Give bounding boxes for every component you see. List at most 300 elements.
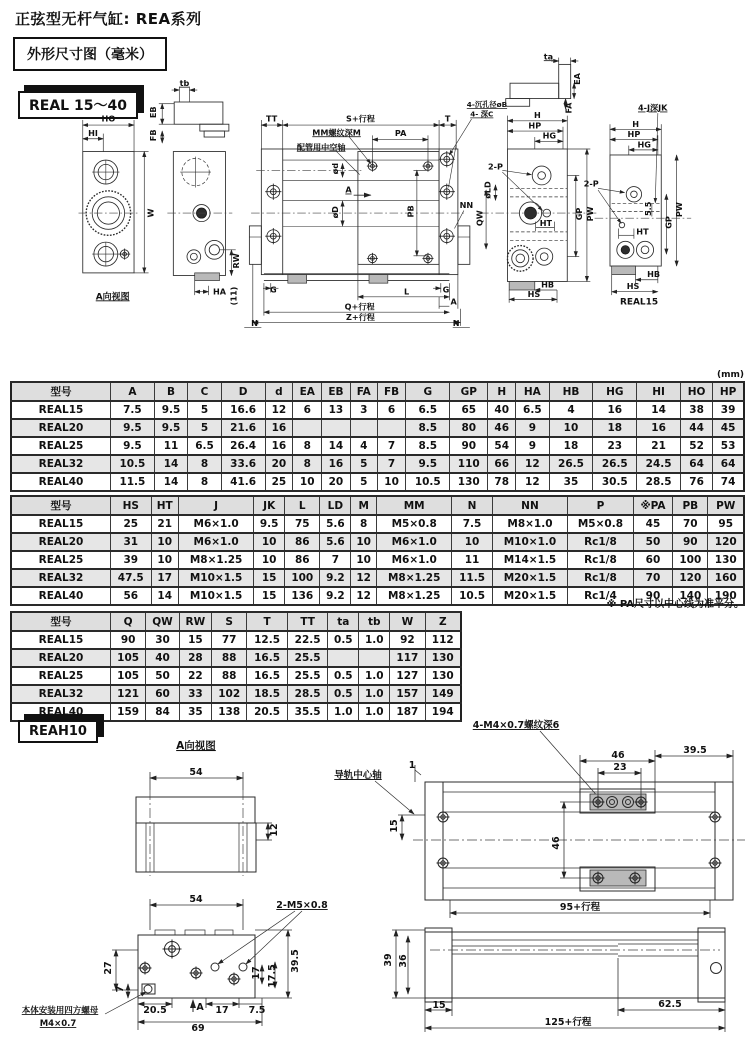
- dim-label-old: øLD: [482, 181, 493, 199]
- dim-label-23: 23: [613, 762, 627, 773]
- value-cell: 0.5: [328, 685, 359, 703]
- column-header: P: [568, 496, 634, 515]
- dim-label-ht-1: HT: [539, 217, 553, 228]
- model-cell: REAL15: [11, 401, 111, 419]
- dim-label-rw: RW: [231, 253, 242, 269]
- value-cell: 21.6: [221, 419, 265, 437]
- value-cell: 25: [111, 515, 152, 533]
- model-cell: REAL20: [11, 533, 111, 551]
- dim-label-w: W: [145, 208, 156, 218]
- value-cell: Rc1/8: [568, 569, 634, 587]
- table-row: [11, 455, 744, 473]
- value-cell: 7: [320, 551, 351, 569]
- value-cell: 75: [285, 515, 320, 533]
- value-cell: 22.5: [287, 631, 328, 649]
- value-cell: 50: [146, 667, 179, 685]
- value-cell: M20×1.5: [492, 587, 567, 605]
- value-cell: 130: [708, 551, 744, 569]
- value-cell: 9: [516, 437, 549, 455]
- value-cell: 38: [681, 401, 713, 419]
- dim-label-17-bottom: 17: [215, 1005, 229, 1016]
- value-cell: 14: [637, 401, 681, 419]
- front-view-caption: A向视图: [95, 292, 130, 303]
- value-cell: 28: [179, 649, 211, 667]
- column-header: HB: [549, 382, 593, 401]
- value-cell: 64: [681, 455, 713, 473]
- value-cell: M6×1.0: [178, 533, 253, 551]
- dim-label-h: H: [533, 110, 541, 121]
- dim-label-hi: HI: [88, 128, 98, 139]
- column-header: M: [351, 496, 377, 515]
- value-cell: 50: [633, 533, 672, 551]
- dim-label-n-right: N: [452, 317, 460, 328]
- value-cell: 11: [452, 551, 493, 569]
- dimension-table-2: [10, 495, 745, 606]
- reah-view-caption: A向视图: [176, 740, 216, 752]
- dim-label-hp: HP: [528, 120, 542, 131]
- dim-label-pa: PA: [394, 128, 407, 139]
- table-row: [11, 401, 744, 419]
- value-cell: 9.5: [254, 515, 285, 533]
- value-cell: 10: [293, 473, 322, 491]
- value-cell: 7: [377, 437, 406, 455]
- reah-bottom-view: [22, 894, 328, 1034]
- value-cell: 45: [633, 515, 672, 533]
- value-cell: 30.5: [593, 473, 637, 491]
- value-cell: 12: [516, 455, 549, 473]
- value-cell: 10.5: [452, 587, 493, 605]
- pa-footnote: ※ PA尺寸以中心线为准平分。: [606, 599, 744, 610]
- value-cell: 16: [637, 419, 681, 437]
- value-cell: 39: [111, 551, 152, 569]
- column-header: FA: [350, 382, 377, 401]
- value-cell: 15: [179, 631, 211, 649]
- column-header: EA: [293, 382, 322, 401]
- value-cell: 18.5: [247, 685, 288, 703]
- dim-label-20-5: 20.5: [143, 1005, 167, 1016]
- column-header: S: [212, 612, 247, 631]
- dim-label-hs-1: HS: [527, 288, 541, 299]
- value-cell: 30: [146, 631, 179, 649]
- table-row: [11, 667, 461, 685]
- dim-label-54-front: 54: [189, 767, 203, 778]
- column-header: T: [247, 612, 288, 631]
- value-cell: 5: [350, 473, 377, 491]
- dim-label-12: 12: [269, 823, 280, 837]
- value-cell: 13: [322, 401, 351, 419]
- value-cell: 14: [154, 455, 187, 473]
- value-cell: 18: [549, 437, 593, 455]
- value-cell: 120: [673, 569, 708, 587]
- value-cell: 190: [708, 587, 744, 605]
- value-cell: 11.5: [111, 473, 155, 491]
- model-cell: REAL40: [11, 587, 111, 605]
- dimensions-section-box: 外形尺寸图（毫米）: [13, 37, 167, 71]
- value-cell: 5: [188, 419, 221, 437]
- column-header: NN: [492, 496, 567, 515]
- value-cell: 159: [111, 703, 146, 721]
- dim-label-z-stroke: Z+行程: [346, 311, 375, 322]
- dim-label-15-side: 15: [432, 1000, 446, 1011]
- dim-label-27: 27: [103, 961, 114, 975]
- value-cell: 112: [425, 631, 461, 649]
- table-row: [11, 631, 461, 649]
- dim-label-gp-1: GP: [573, 207, 584, 221]
- dim-label-tb: tb: [179, 77, 190, 88]
- value-cell: 7.5: [452, 515, 493, 533]
- port-count-label-2: 2-P: [583, 178, 599, 189]
- dimension-table-3: [10, 611, 462, 722]
- counterbore-note-1: 4-沉孔径øB: [466, 100, 508, 110]
- value-cell: 16.5: [247, 649, 288, 667]
- value-cell: 160: [708, 569, 744, 587]
- value-cell: Rc1/8: [568, 551, 634, 569]
- value-cell: 46: [488, 419, 516, 437]
- value-cell: 7: [377, 455, 406, 473]
- column-header: EB: [322, 382, 351, 401]
- column-header: FB: [377, 382, 406, 401]
- column-header: L: [285, 496, 320, 515]
- value-cell: 5.6: [320, 515, 351, 533]
- value-cell: M5×0.8: [568, 515, 634, 533]
- column-header: 型号: [11, 382, 111, 401]
- value-cell: 78: [488, 473, 516, 491]
- value-cell: 88: [212, 667, 247, 685]
- value-cell: 16: [322, 455, 351, 473]
- header-row: [11, 496, 744, 515]
- column-header: TT: [287, 612, 328, 631]
- column-header: D: [221, 382, 265, 401]
- value-cell: 86: [285, 533, 320, 551]
- dim-label-fb: FB: [148, 129, 159, 142]
- dim-label-54-bottom: 54: [189, 894, 203, 905]
- model-cell: REAL20: [11, 419, 111, 437]
- value-cell: 10: [351, 533, 377, 551]
- real-front-view: [78, 114, 155, 303]
- dim-label-l: L: [404, 286, 410, 297]
- mm-thread-note: MM螺纹深M: [312, 127, 361, 138]
- value-cell: 1.0: [359, 631, 390, 649]
- dim-label-q-stroke: Q+行程: [344, 301, 375, 312]
- dimension-table-1: [10, 381, 745, 492]
- dim-label-39-side: 39: [383, 953, 394, 967]
- value-cell: 100: [285, 569, 320, 587]
- dim-label-hb-2: HB: [647, 269, 661, 280]
- value-cell: 60: [633, 551, 672, 569]
- value-cell: 1.0: [359, 667, 390, 685]
- value-cell: 56: [111, 587, 152, 605]
- value-cell: 24.5: [637, 455, 681, 473]
- value-cell: M6×1.0: [377, 533, 452, 551]
- dim-label-n-left: N: [251, 317, 258, 328]
- table-row: [11, 551, 744, 569]
- column-header: N: [452, 496, 493, 515]
- dim-label-od-big: øD: [330, 206, 341, 219]
- dim-label-ha: HA: [212, 286, 227, 297]
- dim-label-95-stroke: 95+行程: [559, 902, 601, 913]
- value-cell: 6.5: [516, 401, 549, 419]
- value-cell: 4: [549, 401, 593, 419]
- m5-screw-note: 2-M5×0.8: [276, 900, 328, 911]
- value-cell: [377, 419, 406, 437]
- dim-label-17-5: 17.5: [267, 964, 278, 988]
- value-cell: 21: [637, 437, 681, 455]
- dim-label-ea: EA: [572, 73, 583, 85]
- value-cell: 54: [488, 437, 516, 455]
- page-title: 正弦型无杆气缸: REA系列: [15, 10, 202, 28]
- dim-label-fa: FA: [563, 102, 574, 114]
- column-header: tb: [359, 612, 390, 631]
- dim-label-ta: ta: [543, 51, 554, 62]
- value-cell: 40: [488, 401, 516, 419]
- model-cell: REAL40: [11, 703, 111, 721]
- value-cell: 10: [151, 533, 178, 551]
- real-end-view-1: [475, 51, 597, 303]
- dim-label-125-stroke: 125+行程: [544, 1017, 592, 1028]
- hollow-shaft-note: 配管用中空轴: [296, 141, 346, 152]
- dim-label-t: T: [444, 113, 451, 124]
- value-cell: 4: [350, 437, 377, 455]
- value-cell: 12.5: [247, 631, 288, 649]
- value-cell: 76: [681, 473, 713, 491]
- column-header: Q: [111, 612, 146, 631]
- port-count-label-1: 2-P: [488, 161, 503, 172]
- value-cell: 157: [390, 685, 425, 703]
- value-cell: 47.5: [111, 569, 152, 587]
- model-cell: REAL40: [11, 473, 111, 491]
- value-cell: [322, 419, 351, 437]
- model-cell: REAL15: [11, 515, 111, 533]
- value-cell: 28.5: [287, 685, 328, 703]
- value-cell: 9.2: [320, 569, 351, 587]
- dim-label-7-5: 7.5: [248, 1005, 266, 1016]
- value-cell: 16.5: [247, 667, 288, 685]
- value-cell: 90: [673, 533, 708, 551]
- value-cell: 120: [708, 533, 744, 551]
- dim-label-5-5: 5.5: [643, 201, 654, 216]
- value-cell: 20.5: [247, 703, 288, 721]
- column-header: GP: [450, 382, 488, 401]
- value-cell: 20: [265, 455, 293, 473]
- value-cell: 16: [593, 401, 637, 419]
- value-cell: 70: [633, 569, 672, 587]
- value-cell: 80: [450, 419, 488, 437]
- model-cell: REAL32: [11, 455, 111, 473]
- value-cell: 9.2: [320, 587, 351, 605]
- value-cell: 35.5: [287, 703, 328, 721]
- table-row: [11, 419, 744, 437]
- value-cell: 10.5: [406, 473, 450, 491]
- dim-label-11: (11): [228, 286, 239, 306]
- dim-label-15-plan: 15: [389, 819, 400, 833]
- column-header: G: [406, 382, 450, 401]
- table-row: [11, 649, 461, 667]
- value-cell: 25: [265, 473, 293, 491]
- value-cell: 9.5: [111, 419, 155, 437]
- value-cell: 90: [450, 437, 488, 455]
- value-cell: 10: [351, 551, 377, 569]
- column-header: J: [178, 496, 253, 515]
- value-cell: 28.5: [637, 473, 681, 491]
- value-cell: M5×0.8: [377, 515, 452, 533]
- value-cell: 10: [452, 533, 493, 551]
- dim-label-g-right: G: [442, 284, 450, 295]
- column-header: d: [265, 382, 293, 401]
- value-cell: 10: [377, 473, 406, 491]
- view-a-mark: A: [196, 1002, 204, 1013]
- column-header: HA: [516, 382, 549, 401]
- reah-side-view: [383, 928, 725, 1032]
- value-cell: 21: [151, 515, 178, 533]
- value-cell: 17: [151, 569, 178, 587]
- value-cell: M8×1.25: [377, 569, 452, 587]
- value-cell: 45: [713, 419, 744, 437]
- value-cell: 90: [111, 631, 146, 649]
- value-cell: 130: [425, 649, 461, 667]
- value-cell: 33.6: [221, 455, 265, 473]
- dim-label-tt: TT: [265, 113, 278, 124]
- value-cell: 130: [425, 667, 461, 685]
- value-cell: 8: [188, 473, 221, 491]
- value-cell: 14: [322, 437, 351, 455]
- value-cell: 40: [146, 649, 179, 667]
- value-cell: 66: [488, 455, 516, 473]
- value-cell: 26.5: [549, 455, 593, 473]
- value-cell: 6: [293, 401, 322, 419]
- value-cell: 86: [285, 551, 320, 569]
- value-cell: 70: [673, 515, 708, 533]
- real-main-view: [244, 100, 507, 328]
- value-cell: 31: [111, 533, 152, 551]
- dim-label-7: 7: [115, 985, 126, 993]
- value-cell: 39: [713, 401, 744, 419]
- dim-label-39-5-bottom: 39.5: [290, 949, 301, 973]
- value-cell: 12: [351, 587, 377, 605]
- value-cell: 6.5: [188, 437, 221, 455]
- dim-label-hb-1: HB: [541, 279, 555, 290]
- value-cell: 194: [425, 703, 461, 721]
- value-cell: 8: [293, 437, 322, 455]
- value-cell: 6: [377, 401, 406, 419]
- dim-label-36: 36: [398, 954, 409, 968]
- value-cell: 8: [351, 515, 377, 533]
- value-cell: 0.5: [328, 631, 359, 649]
- dim-label-1: 1: [408, 760, 416, 771]
- value-cell: 12: [265, 401, 293, 419]
- model-cell: REAL25: [11, 437, 111, 455]
- value-cell: [293, 419, 322, 437]
- value-cell: 138: [212, 703, 247, 721]
- header-row: [11, 612, 461, 631]
- dim-label-a: A: [450, 296, 457, 307]
- value-cell: 8.5: [406, 437, 450, 455]
- dim-label-hs-2: HS: [626, 281, 640, 292]
- reah-plan-view: [334, 719, 745, 918]
- model-range-badge: REAL 15～40: [18, 91, 138, 119]
- header-row: [11, 382, 744, 401]
- column-header: H: [488, 382, 516, 401]
- value-cell: 7.5: [111, 401, 155, 419]
- table-row: [11, 533, 744, 551]
- dim-label-pb: PB: [405, 205, 416, 218]
- value-cell: 74: [713, 473, 744, 491]
- value-cell: 90: [633, 587, 672, 605]
- value-cell: M20×1.5: [492, 569, 567, 587]
- value-cell: 44: [681, 419, 713, 437]
- value-cell: Rc1/8: [568, 533, 634, 551]
- table-row: [11, 437, 744, 455]
- model-cell: REAL20: [11, 649, 111, 667]
- dim-label-46v: 46: [551, 836, 562, 850]
- value-cell: 10: [254, 533, 285, 551]
- column-header: B: [154, 382, 187, 401]
- value-cell: 95: [708, 515, 744, 533]
- value-cell: M10×1.5: [178, 569, 253, 587]
- value-cell: M8×1.25: [377, 587, 452, 605]
- value-cell: 16: [265, 419, 293, 437]
- model-cell: REAL15: [11, 631, 111, 649]
- model-cell: REAL25: [11, 551, 111, 569]
- column-header: RW: [179, 612, 211, 631]
- value-cell: 8: [293, 455, 322, 473]
- value-cell: 105: [111, 667, 146, 685]
- value-cell: 84: [146, 703, 179, 721]
- value-cell: 5: [188, 401, 221, 419]
- value-cell: 41.6: [221, 473, 265, 491]
- column-header: 型号: [11, 496, 111, 515]
- column-header: Z: [425, 612, 461, 631]
- value-cell: 9.5: [406, 455, 450, 473]
- value-cell: 10: [151, 551, 178, 569]
- square-nut-note-1: 本体安装用四方螺母: [21, 1006, 99, 1016]
- value-cell: 88: [212, 649, 247, 667]
- dim-label-pw-1: PW: [584, 206, 595, 222]
- dim-label-69: 69: [191, 1023, 205, 1034]
- value-cell: M10×1.5: [178, 587, 253, 605]
- column-header: QW: [146, 612, 179, 631]
- reah-front-view: [136, 767, 280, 876]
- value-cell: 9.5: [154, 401, 187, 419]
- value-cell: 14: [154, 473, 187, 491]
- value-cell: M14×1.5: [492, 551, 567, 569]
- dim-label-ht-2: HT: [636, 226, 649, 237]
- value-cell: Rc1/4: [568, 587, 634, 605]
- model-cell: REAL32: [11, 685, 111, 703]
- value-cell: 117: [390, 649, 425, 667]
- value-cell: 33: [179, 685, 211, 703]
- dim-label-nn: NN: [459, 199, 474, 210]
- column-header: HP: [713, 382, 744, 401]
- dim-label-od-small: ød: [330, 162, 341, 175]
- value-cell: 8.5: [406, 419, 450, 437]
- value-cell: 77: [212, 631, 247, 649]
- real-end-view-2: [584, 103, 691, 308]
- column-header: 型号: [11, 612, 111, 631]
- rail-center-note: 导轨中心轴: [334, 770, 382, 781]
- value-cell: 6.5: [406, 401, 450, 419]
- column-header: HS: [111, 496, 152, 515]
- reah10-badge: REAH10: [18, 720, 98, 743]
- value-cell: 10.5: [111, 455, 155, 473]
- value-cell: [328, 649, 359, 667]
- value-cell: 1.0: [359, 703, 390, 721]
- value-cell: 60: [146, 685, 179, 703]
- column-header: HI: [637, 382, 681, 401]
- value-cell: 100: [673, 551, 708, 569]
- column-header: ta: [328, 612, 359, 631]
- value-cell: 92: [390, 631, 425, 649]
- column-header: PW: [708, 496, 744, 515]
